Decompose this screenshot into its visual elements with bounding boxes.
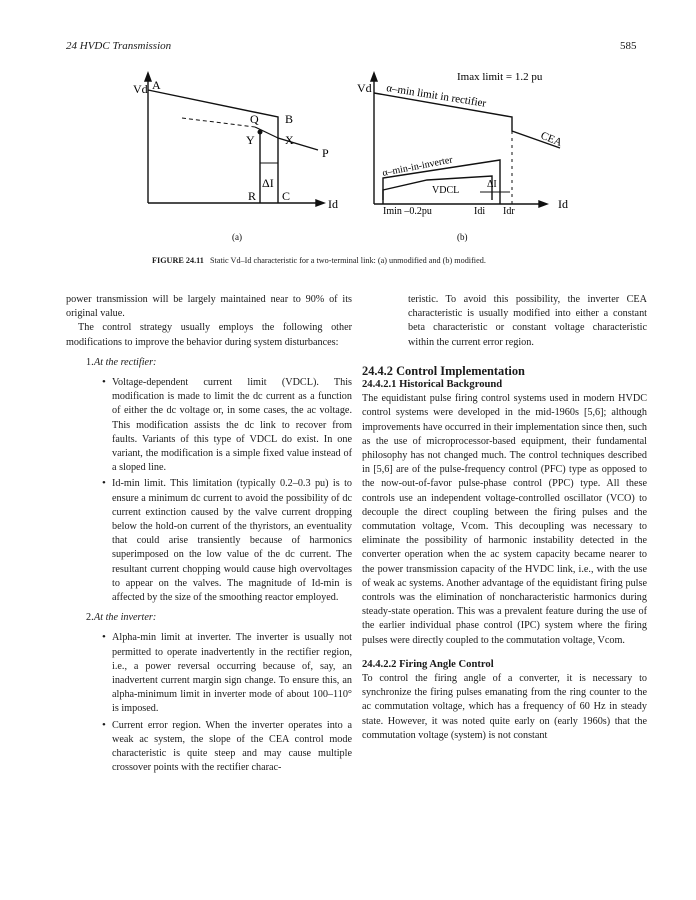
- b-label-id: Id: [558, 197, 568, 211]
- b-label-alpha-rectifier: α–min limit in rectifier: [385, 82, 487, 110]
- a-label-p: P: [322, 146, 329, 160]
- bullet-text: Current error region. When the inverter operates into a weak ac system, the slope of the CEA control mode characteristic is quite steep and may cause multiple crossover points with the rectifier charac-: [112, 719, 352, 774]
- a-point-y: [258, 130, 262, 134]
- a-label-delta-i: ΔI: [262, 176, 274, 190]
- a-axis-arrowhead-up: [145, 73, 151, 81]
- a-label-x: X: [285, 133, 294, 147]
- subsection-heading: 24.4.2.2 Firing Angle Control: [362, 658, 494, 670]
- figure-a: [145, 73, 324, 206]
- figure-caption: [152, 256, 572, 265]
- bullet-alpha-min: [66, 631, 352, 716]
- b-label-delta-i: ΔI: [487, 179, 497, 190]
- left-column: [66, 293, 352, 776]
- b-label-vd: Vd: [357, 81, 372, 95]
- b-label-alpha-inverter: α–min-in-inverter: [381, 154, 454, 179]
- b-axis-arrowhead-up: [371, 73, 377, 81]
- a-label-r: R: [248, 189, 257, 203]
- a-dashed-line: [182, 118, 255, 127]
- list-number: 2.: [86, 612, 94, 624]
- right-column: [362, 293, 647, 743]
- a-label-id: Id: [328, 197, 338, 211]
- a-sublabel: (a): [232, 232, 242, 242]
- b-axis-arrowhead-right: [539, 201, 547, 207]
- a-label-y: Y: [246, 133, 255, 147]
- list-item-rectifier: [66, 356, 352, 370]
- a-label-vd: Vd: [133, 82, 148, 96]
- list-heading: At the rectifier:: [94, 356, 157, 368]
- bullet-text: Voltage-dependent current limit (VDCL). This modification is made to limit the dc current as a function of either the dc voltage or, in some cases, the ac voltage. This modification assists the dc link to recover from faults. Variants of this type of VDCL do exist. In one variant, the modification is a simple fixed value instead of a sloped line.: [112, 377, 352, 474]
- b-label-idi: Idi: [474, 206, 486, 217]
- bullet-icon: •: [102, 376, 106, 389]
- list-number: 1.: [86, 356, 94, 368]
- bullet-current-error: [66, 719, 352, 776]
- section-heading: 24.4.2 Control Implementation: [362, 363, 525, 378]
- bullet-icon: •: [102, 477, 106, 490]
- figure-caption-label: FIGURE 24.11: [152, 256, 204, 265]
- figure-caption-text: Static Vd–Id characteristic for a two-terminal link: (a) unmodified and (b) modified.: [210, 256, 486, 265]
- bullet-id-min: [66, 477, 352, 605]
- a-label-a: A: [152, 78, 161, 92]
- list-heading: At the inverter:: [94, 612, 157, 624]
- a-axis-arrowhead-right: [316, 200, 324, 206]
- bullet-icon: •: [102, 718, 106, 731]
- subsection-heading: 24.4.2.1 Historical Background: [362, 379, 503, 391]
- b-label-imin: Imin –0.2pu: [383, 206, 432, 217]
- a-label-b: B: [285, 112, 294, 126]
- b-label-vdcl: VDCL: [432, 185, 460, 196]
- b-label-idr: Idr: [503, 206, 515, 217]
- b-sublabel: (b): [457, 232, 468, 242]
- bullet-icon: •: [102, 631, 106, 644]
- bullet-text: Id-min limit. This limitation (typically 0.2–0.3 pu) is to ensure a minimum dc current to avoid the possibility of dc current extinction caused by the valve current dropping below the hold-on current of the thyristors, an eventuality that could arise transiently because of harmonics superimposed on the low value of the dc current. The resultant current chopping would cause high overvoltages to appear on the valves. The magnitude of Id-min is affected by the size of the smoothing reactor employed.: [112, 478, 352, 604]
- a-label-c: C: [282, 189, 291, 203]
- running-header-title: 24 HVDC Transmission: [66, 40, 172, 52]
- bullet-text: Alpha-min limit at inverter. The inverter is usually not permitted to operate inadvertently in the rectifier region, i.e., a power reversal occurring because of, say, an inadvertent current margin sign change. To ensure this, an alpha-minimum limit in inverter mode of about 100–110° is imposed.: [112, 632, 352, 715]
- bullet-vdcl: [66, 376, 352, 475]
- b-label-imax: Imax limit = 1.2 pu: [457, 71, 543, 83]
- b-label-cea: CEA: [538, 129, 564, 150]
- page-number: 585: [620, 40, 637, 52]
- paragraph: The equidistant pulse firing control systems used in modern HVDC control systems were developed in the mid-1960s [5,6]; although improvements have occurred in their implementation since then, such as the use of microprocessor-based equipment, their fundamental philosophy has not changed much. The control techniques described in [5,6] are of the pulse-frequency control (PFC) type as opposed to the now-out-of-favor pulse-phase control (PPC) type. All these controls use an independent voltage-controlled oscillator (VCO) to decouple the direct coupling between the firing pulses and the commutation voltage, Vcom. This decoupling was necessary to eliminate the possibility of harmonic instability detected in the converter operation when the ac system capacity became nearer to the power transmission capacity of the HVDC link, i.e., with the use of weak ac systems. Another advantage of the equidistant firing pulse controls was the elimination of noncharacteristic harmonics during steady-state operation. This was a prevalent feature during the use of the earlier individual phase control (IPC) system where the firing pulses were directly coupled to the commutation voltage, Vcom.: [362, 393, 647, 646]
- paragraph: The control strategy usually employs the following other modifications to improve the behavior during system disturbances:: [66, 322, 352, 348]
- list-item-inverter: [66, 611, 352, 625]
- a-label-q: Q: [250, 112, 259, 126]
- paragraph: power transmission will be largely maintained near to 90% of its original value.: [66, 294, 352, 320]
- paragraph: To control the firing angle of a converter, it is necessary to synchronize the firing pulses emanating from the ring counter to the ac commutation voltage, which has a frequency of 60 Hz in steady state. However, it was noted quite early on (early 1960s) that the commutation voltage (system) is not constant: [362, 673, 647, 741]
- paragraph-continued: teristic. To avoid this possibility, the inverter CEA characteristic is usually modified into either a constant beta characteristic or constant voltage characteristic within the current error region.: [408, 294, 647, 348]
